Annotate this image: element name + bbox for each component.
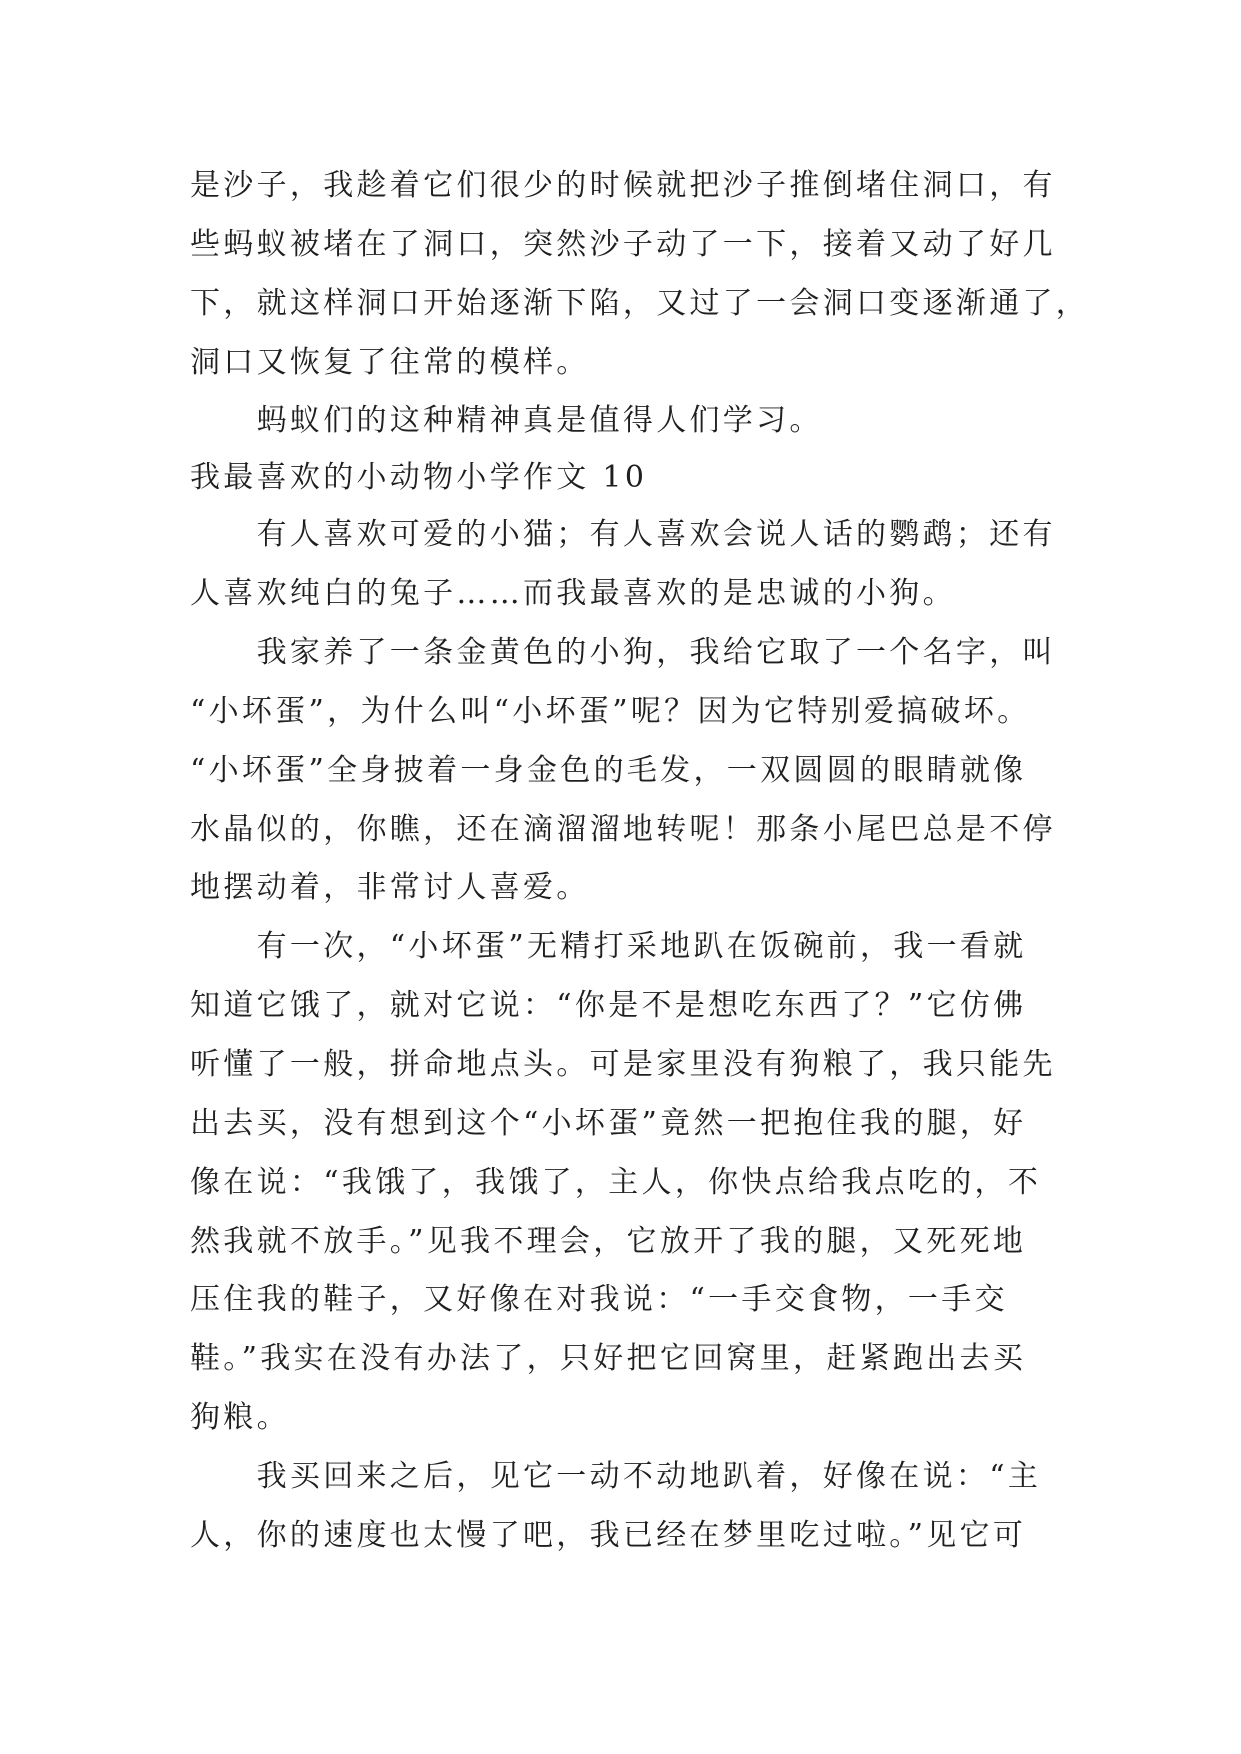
text-line: 人，你的速度也太慢了吧，我已经在梦里吃过啦。”见它可 [190,1518,1027,1553]
text-line: 水晶似的，你瞧，还在滴溜溜地转呢！那条小尾巴总是不停 [190,812,1056,847]
text-line: 知道它饿了，就对它说：“你是不是想吃东西了？”它仿佛 [190,988,1027,1023]
text-line: 蚂蚁们的这种精神真是值得人们学习。 [190,403,823,438]
text-line: 洞口又恢复了往常的模样。 [190,345,590,380]
text-line: 有人喜欢可爱的小猫；有人喜欢会说人话的鹦鹉；还有 [190,517,1056,552]
text-line: 压住我的鞋子，又好像在对我说：“一手交食物，一手交 [190,1282,1008,1317]
text-line: 人喜欢纯白的兔子……而我最喜欢的是忠诚的小狗。 [190,576,956,611]
text-line: 像在说：“我饿了，我饿了，主人，你快点给我点吃的，不 [190,1165,1042,1200]
text-line: 听懂了一般，拼命地点头。可是家里没有狗粮了，我只能先 [190,1047,1056,1082]
text-line: 我家养了一条金黄色的小狗，我给它取了一个名字，叫 [190,635,1056,670]
text-line: 下，就这样洞口开始逐渐下陷，又过了一会洞口变逐渐通了， [190,286,1090,321]
text-line: 狗粮。 [190,1400,290,1435]
text-line: 有一次，“小坏蛋”无精打采地趴在饭碗前，我一看就 [190,929,1027,964]
text-line: 些蚂蚁被堵在了洞口，突然沙子动了一下，接着又动了好几 [190,227,1056,262]
text-line: 然我就不放手。”见我不理会，它放开了我的腿，又死死地 [190,1224,1027,1259]
section-title: 我最喜欢的小动物小学作文 10 [190,460,648,495]
text-line: 鞋。”我实在没有办法了，只好把它回窝里，赶紧跑出去买 [190,1341,1027,1376]
text-line: 是沙子，我趁着它们很少的时候就把沙子推倒堵住洞口，有 [190,168,1056,203]
text-line: 出去买，没有想到这个“小坏蛋”竟然一把抱住我的腿，好 [190,1106,1027,1141]
text-line: “小坏蛋”，为什么叫“小坏蛋”呢？因为它特别爱搞破坏。 [190,694,1031,729]
text-line: 地摆动着，非常讨人喜爱。 [190,870,590,905]
text-line: “小坏蛋”全身披着一身金色的毛发，一双圆圆的眼睛就像 [190,753,1027,788]
text-line: 我买回来之后，见它一动不动地趴着，好像在说：“主 [190,1459,1042,1494]
